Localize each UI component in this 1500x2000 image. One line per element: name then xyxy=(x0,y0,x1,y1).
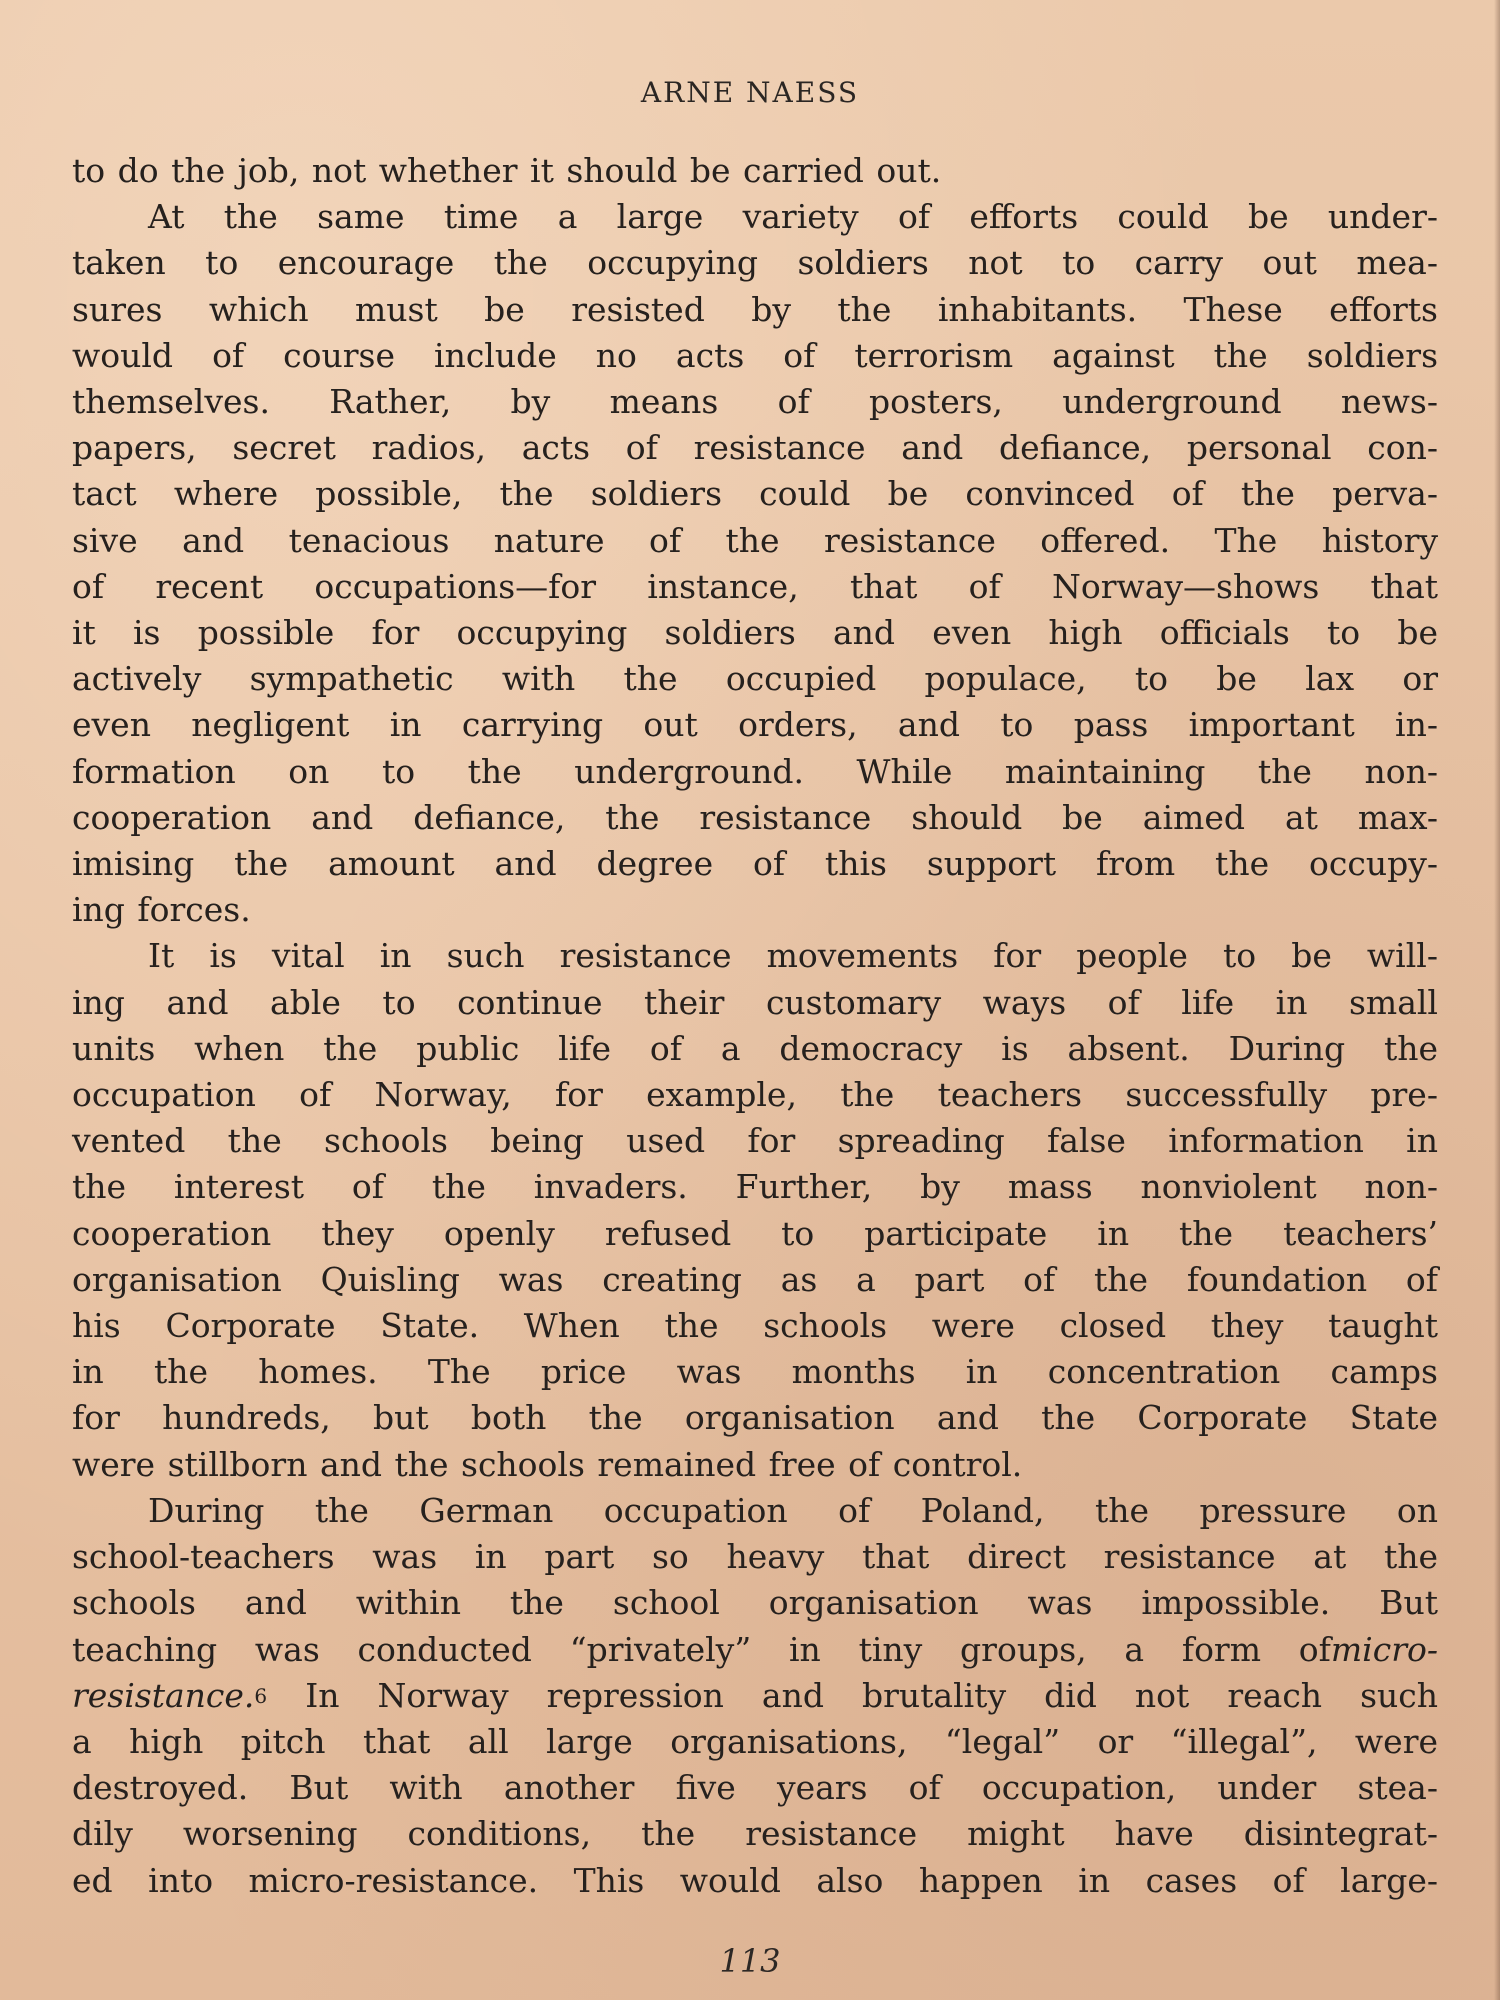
italic-text: micro- xyxy=(1330,1629,1438,1669)
text-line: his Corporate State. When the schools were closed they taught xyxy=(72,1306,1438,1346)
text-line: a high pitch that all large organisations, “legal” or “illegal”, were xyxy=(72,1721,1438,1761)
text-line: for hundreds, but both the organisation and the Corporate State xyxy=(72,1398,1438,1438)
text-line xyxy=(72,1627,1438,1673)
text-line: ing and able to continue their customary ways of life in small xyxy=(72,982,1438,1022)
text-line: During the German occupation of Poland, the pressure on xyxy=(148,1490,1438,1530)
text-line: units when the public life of a democracy is absent. During the xyxy=(72,1028,1438,1068)
text-line: schools and within the school organisation was impossible. But xyxy=(72,1583,1438,1623)
text-line: dily worsening conditions, the resistance might have disintegrat- xyxy=(72,1814,1438,1854)
text-line: it is possible for occupying soldiers and even high officials to be xyxy=(72,613,1438,653)
text-line: tact where possible, the soldiers could be convinced of the perva- xyxy=(72,474,1438,514)
text-line: organisation Quisling was creating as a part of the foundation of xyxy=(72,1259,1438,1299)
text-line: formation on to the underground. While maintaining the non- xyxy=(72,751,1438,791)
text-line: cooperation and defiance, the resistance should be aimed at max- xyxy=(72,797,1438,837)
text-line: sive and tenacious nature of the resistance offered. The history xyxy=(72,520,1438,560)
page-number: 113 xyxy=(719,1942,781,1980)
italic-text: resistance. xyxy=(72,1675,255,1715)
text-line: the interest of the invaders. Further, by mass nonviolent non- xyxy=(72,1167,1438,1207)
text-line: were stillborn and the schools remained free of control. xyxy=(72,1444,1023,1484)
text-line: imising the amount and degree of this support from the occupy- xyxy=(72,844,1438,884)
running-head: ARNE NAESS xyxy=(640,76,860,109)
text-line: ing forces. xyxy=(72,890,251,930)
text-line: taken to encourage the occupying soldiers not to carry out mea- xyxy=(72,243,1438,283)
text-line: even negligent in carrying out orders, and to pass important in- xyxy=(72,705,1438,745)
text-line: occupation of Norway, for example, the teachers successfully pre- xyxy=(72,1075,1438,1115)
text-line: would of course include no acts of terrorism against the soldiers xyxy=(72,335,1438,375)
text-line: sures which must be resisted by the inhabitants. These efforts xyxy=(72,289,1438,329)
text-segment: In Norway repression and brutality did not reach such xyxy=(305,1675,1438,1715)
text-line: destroyed. But with another five years of occupation, under stea- xyxy=(72,1768,1438,1808)
text-line: to do the job, not whether it should be carried out. xyxy=(72,151,942,190)
text-line: cooperation they openly refused to participate in the teachers’ xyxy=(72,1213,1438,1253)
text-line: themselves. Rather, by means of posters, underground news- xyxy=(72,382,1438,422)
text-line: vented the schools being used for spreading false information in xyxy=(72,1121,1438,1161)
text-line: At the same time a large variety of efforts could be under- xyxy=(148,197,1438,237)
text-line: It is vital in such resistance movements for people to be will- xyxy=(148,936,1438,976)
text-line: in the homes. The price was months in concentration camps xyxy=(72,1352,1438,1392)
text-line: papers, secret radios, acts of resistance and defiance, personal con- xyxy=(72,428,1438,468)
text-segment: teaching was conducted “privately” in tiny groups, a form of xyxy=(72,1629,1331,1669)
text-line: actively sympathetic with the occupied populace, to be lax or xyxy=(72,659,1438,699)
body-text xyxy=(72,148,1438,1904)
text-line xyxy=(72,1673,1438,1719)
text-line: of recent occupations—for instance, that of Norway—shows that xyxy=(72,566,1438,606)
text-line: school-teachers was in part so heavy that direct resistance at the xyxy=(72,1537,1438,1577)
footnote-marker: 6 xyxy=(254,1683,268,1708)
text-line: ed into micro-resistance. This would also happen in cases of large- xyxy=(72,1860,1438,1900)
page-edge-shadow xyxy=(1494,0,1500,2000)
